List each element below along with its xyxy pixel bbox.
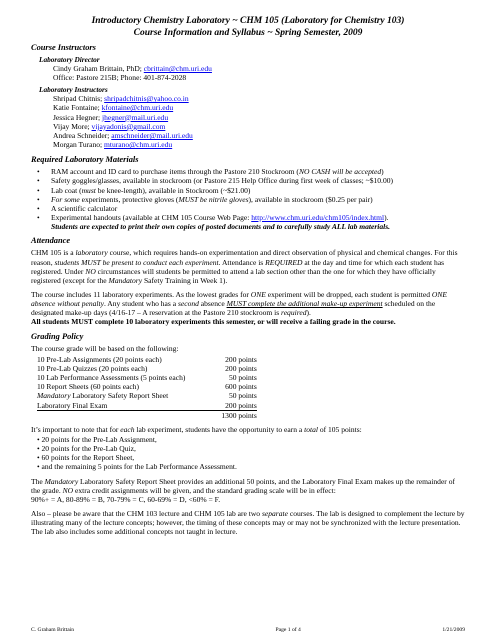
- points-breakdown-item: • 20 points for the Pre-Lab Quiz,: [37, 444, 136, 454]
- instructor-name: Morgan Turano;: [53, 140, 103, 150]
- director-line-1: [53, 64, 465, 73]
- points-note: It’s important to note that for each lab experiment, students have the opportunity to earn a total of 105 points:: [31, 424, 362, 434]
- footer-date: 1/21/2009: [442, 627, 465, 633]
- grade-table: [37, 355, 257, 420]
- instructor-name: Shripad Chitnis;: [53, 94, 103, 104]
- attendance-section: [31, 236, 465, 326]
- instructor-name: Andrea Schneider;: [53, 130, 110, 140]
- instructor-name: Jessica Hegner;: [53, 112, 101, 122]
- instructor-email-link[interactable]: vijayadonis@gmail.com: [91, 121, 166, 131]
- instructor-email-link[interactable]: jhegner@mail.uri.edu: [102, 112, 169, 122]
- attendance-paragraph-1: CHM 105 is a laboratory course, which requires hands-on experimentation and direct observation of physical and chemical changes. For this reason, students MUST be present to conduct each experiment. Attendance is REQUIRED at the day and time for which each student has registered. Under NO circumstances will students be permitted to attend a lab section other than the one for which they have officially registered (except for the Mandatory Safety Training in Week 1).: [31, 248, 458, 285]
- instructor-row: [53, 122, 465, 131]
- points-breakdown-item: • 20 points for the Pre-Lab Assignment,: [37, 435, 157, 444]
- attendance-heading: Attendance: [31, 236, 71, 246]
- materials-item: • A scientific calculator: [31, 204, 465, 213]
- course-web-page-link[interactable]: http://www.chm.uri.edu/chm105/index.html: [251, 213, 385, 223]
- grade-row: 10 Pre-Lab Assignments (20 points each) 200 points: [37, 354, 257, 364]
- document-title: [31, 16, 465, 39]
- instructor-row: [53, 131, 465, 140]
- attendance-requirement: All students MUST complete 10 laboratory experiments this semester, or will receive a failing grade in the course.: [31, 317, 396, 327]
- attendance-paragraph-2: The course includes 11 laboratory experiments. As the lowest grades for ONE experiment will be dropped, each student is permitted ONE absence without penalty. Any student who has a second absence MUST complete the additional make-up experiment scheduled on the designated make-up days (4/16-17 – A reservation at the Pastore 210 stockroom is required). All students MUST complete 10 laboratory experiments this semester, or will receive a failing grade in the course.: [31, 289, 447, 327]
- lab-instructors-heading: Laboratory Instructors: [39, 85, 108, 95]
- director-name: Cindy Graham Brittain, PhD;: [53, 64, 142, 73]
- grade-row: 10 Report Sheets (60 points each) 600 points: [37, 382, 257, 392]
- instructor-row: [53, 140, 465, 149]
- instructors-heading: Course Instructors: [31, 43, 96, 52]
- grading-section: [31, 332, 465, 537]
- instructors-section: [31, 43, 465, 149]
- grading-paragraph-4: Also – please be aware that the CHM 103 lecture and CHM 105 lab are two separate courses. The lab is designed to complement the lecture by illustrating many of the lecture concepts; however, the timing of these concepts may or may not be synchronized with the lecture presentation. The lab also includes some additional concepts not taught in lecture.: [31, 509, 465, 537]
- instructor-name: Katie Fontaine;: [53, 103, 100, 113]
- materials-item: • For some experiments, protective gloves (MUST be nitrile gloves), available in stockroom ($0.25 per pair): [31, 195, 465, 204]
- grade-row: Mandatory Laboratory Safety Report Sheet 50 points: [37, 391, 257, 401]
- materials-heading: Required Laboratory Materials: [31, 155, 139, 165]
- print-note: Students are expected to print their own copies of posted documents and to carefully study ALL lab materials.: [51, 222, 391, 232]
- grading-scale: 90%+ = A, 80-89% = B, 70-79% = C, 60-69% = D, <60% = F.: [31, 494, 221, 504]
- materials-list: [31, 167, 465, 231]
- materials-item: • Safety goggles/glasses, available in stockroom (or Pastore 215 Help Office during first week of classes; ~$10.00): [31, 176, 465, 185]
- director-email-link[interactable]: cbrittain@chm.uri.edu: [143, 64, 212, 73]
- points-breakdown: [37, 435, 465, 472]
- director-office: Office: Pastore 215B; Phone: 401-874-2028: [53, 73, 187, 83]
- instructor-row: [53, 103, 465, 112]
- title-line-1: Introductory Chemistry Laboratory ~ CHM 105 (Laboratory for Chemistry 103): [91, 16, 405, 26]
- materials-item: • Lab coat (must be knee-length), available in Stockroom (~$21.00): [31, 186, 465, 195]
- points-breakdown-item: • 60 points for the Report Sheet,: [37, 453, 135, 463]
- instructor-email-link[interactable]: kfontaine@chm.uri.edu: [101, 103, 174, 113]
- grade-total-row: 1300 points: [221, 410, 257, 420]
- instructor-list: [53, 94, 465, 149]
- grading-paragraph-3: The Mandatory Laboratory Safety Report Sheet provides an additional 50 points, and the Laboratory Final Exam makes up the remainder of the grade. NO extra credit assignments will be given, and the standard grading scale will be in effect: 90%+ = A, 80-89% = B, 70-79% = C, 60-69% = D, <60% = F.: [31, 476, 455, 504]
- instructor-name: Vijay More;: [53, 121, 90, 131]
- grade-row: 10 Pre-Lab Quizzes (20 points each) 200 points: [37, 363, 257, 373]
- materials-item: • Experimental handouts (available at CHM 105 Course Web Page: http://www.chm.uri.edu/chm105/index.html). Students are expected to print their own copies of posted documents and to carefully study ALL lab materials.: [31, 213, 465, 231]
- points-breakdown-item: • and the remaining 5 points for the Lab Performance Assessment.: [37, 462, 237, 472]
- grade-row: Laboratory Final Exam 200 points: [37, 400, 257, 410]
- instructor-email-link[interactable]: amschneider@mail.uri.edu: [111, 130, 193, 140]
- instructor-row: [53, 113, 465, 122]
- grading-heading: Grading Policy: [31, 331, 84, 341]
- instructor-row: [53, 94, 465, 103]
- grade-row: 10 Lab Performance Assessments (5 points each) 50 points: [37, 373, 257, 383]
- materials-section: [31, 155, 465, 231]
- instructor-email-link[interactable]: shripadchitnis@yahoo.co.in: [104, 94, 189, 104]
- footer-page-number: Page 1 of 4: [275, 627, 301, 633]
- footer-author: C. Graham Brittain: [31, 627, 75, 633]
- instructor-email-link[interactable]: mturano@chm.uri.edu: [104, 140, 173, 150]
- materials-item: • RAM account and ID card to purchase items through the Pastore 210 Stockroom (NO CASH will be accepted): [31, 167, 465, 176]
- title-line-2: Course Information and Syllabus ~ Spring Semester, 2009: [133, 27, 363, 38]
- page-footer: [31, 627, 465, 634]
- grading-intro: The course grade will be based on the following:: [31, 343, 179, 353]
- director-heading: Laboratory Director: [39, 55, 100, 64]
